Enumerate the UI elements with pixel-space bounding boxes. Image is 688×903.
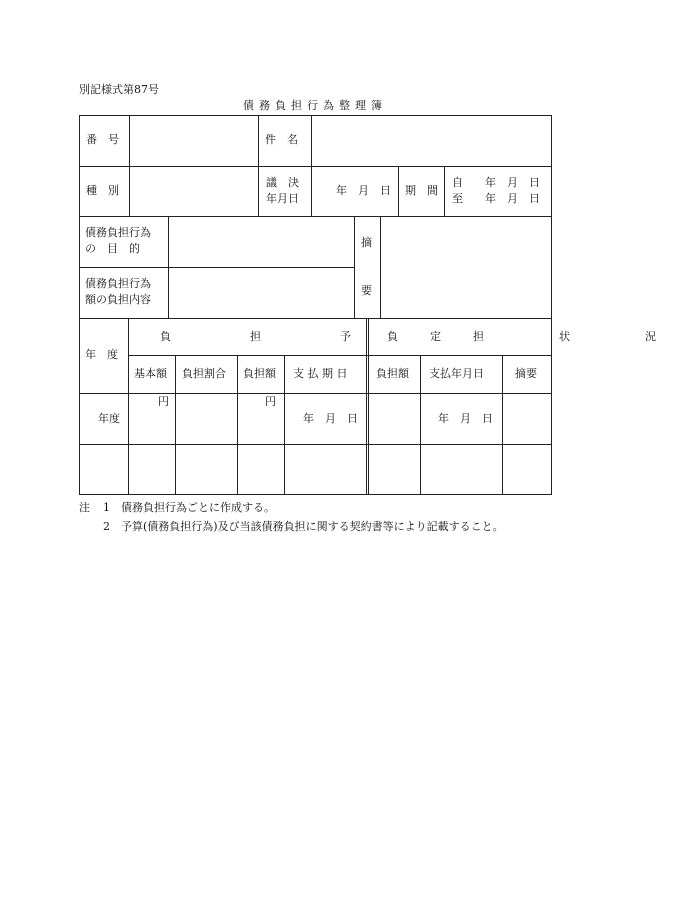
resolution-date: 年 月 日 — [336, 184, 391, 197]
resolution-label-1: 議 決 — [266, 176, 299, 189]
rule — [79, 393, 552, 394]
note-text: 予算(債務負担行為)及び当該債務負担に関する契約書等により記載すること。 — [121, 520, 504, 533]
period-label: 期 間 — [405, 184, 438, 197]
share-rate-header: 負担割合 — [182, 367, 226, 380]
note-item — [79, 498, 504, 517]
plan-header: 負 担 予 定 — [160, 330, 475, 343]
remarks-header: 摘要 — [515, 367, 537, 380]
rule — [128, 318, 129, 495]
share-amount-header: 負担額 — [243, 367, 276, 380]
rule — [79, 115, 552, 116]
payment-due-header: 支 払 期 日 — [293, 367, 348, 380]
payment-date: 年 月 日 — [438, 412, 493, 425]
remarks-label-1: 摘 — [361, 236, 372, 249]
rule — [380, 216, 381, 318]
rule — [311, 115, 312, 217]
rule — [79, 267, 355, 268]
note-prefix — [79, 517, 103, 536]
amount-content-label-2: 額の負担内容 — [85, 293, 151, 306]
rule — [354, 216, 355, 318]
base-amount-header: 基本額 — [134, 367, 167, 380]
rule — [444, 166, 445, 217]
rule — [551, 115, 552, 495]
rule — [175, 355, 176, 495]
note-text: 債務負担行為ごとに作成する。 — [121, 501, 275, 514]
rule — [284, 355, 285, 495]
rule — [258, 115, 259, 217]
rule — [79, 318, 552, 319]
note-number: 2 — [103, 520, 110, 533]
purpose-label-1: 債務負担行為 — [85, 226, 151, 239]
rule — [79, 444, 552, 445]
note-number: 1 — [103, 501, 110, 514]
rule — [79, 166, 552, 167]
number-label: 番 号 — [86, 133, 119, 146]
rule — [398, 166, 399, 217]
fiscal-year-header: 年 度 — [85, 348, 118, 361]
remarks-label-2: 要 — [361, 284, 372, 297]
amount-content-label-1: 債務負担行為 — [85, 277, 151, 290]
rule — [128, 355, 552, 356]
status-header: 負 担 状 況 — [387, 330, 688, 343]
rule — [237, 355, 238, 495]
resolution-label-2: 年月日 — [266, 192, 299, 205]
payment-due-date: 年 月 日 — [303, 412, 358, 425]
yen-unit: 円 — [265, 395, 276, 408]
kind-label: 種 別 — [86, 184, 119, 197]
rule — [79, 115, 80, 495]
period-from: 自 年 月 日 — [452, 176, 540, 189]
rule — [502, 355, 503, 495]
yen-unit: 円 — [158, 395, 169, 408]
note-prefix: 注 — [79, 501, 90, 514]
purpose-label-2: の 目 的 — [85, 242, 140, 255]
rule — [79, 494, 552, 495]
rule — [129, 115, 130, 217]
item-name-label: 件 名 — [265, 133, 298, 146]
page-title: 債務負担行為整理簿 — [243, 99, 387, 112]
status-amount-header: 負担額 — [376, 367, 409, 380]
row-year-label: 年度 — [98, 412, 120, 425]
note-item — [79, 517, 504, 536]
form-number: 別記様式第87号 — [79, 83, 159, 96]
rule — [79, 216, 552, 217]
notes — [79, 498, 504, 536]
payment-date-header: 支払年月日 — [429, 367, 484, 380]
rule — [168, 216, 169, 318]
rule — [420, 355, 421, 495]
period-to: 至 年 月 日 — [452, 192, 540, 205]
